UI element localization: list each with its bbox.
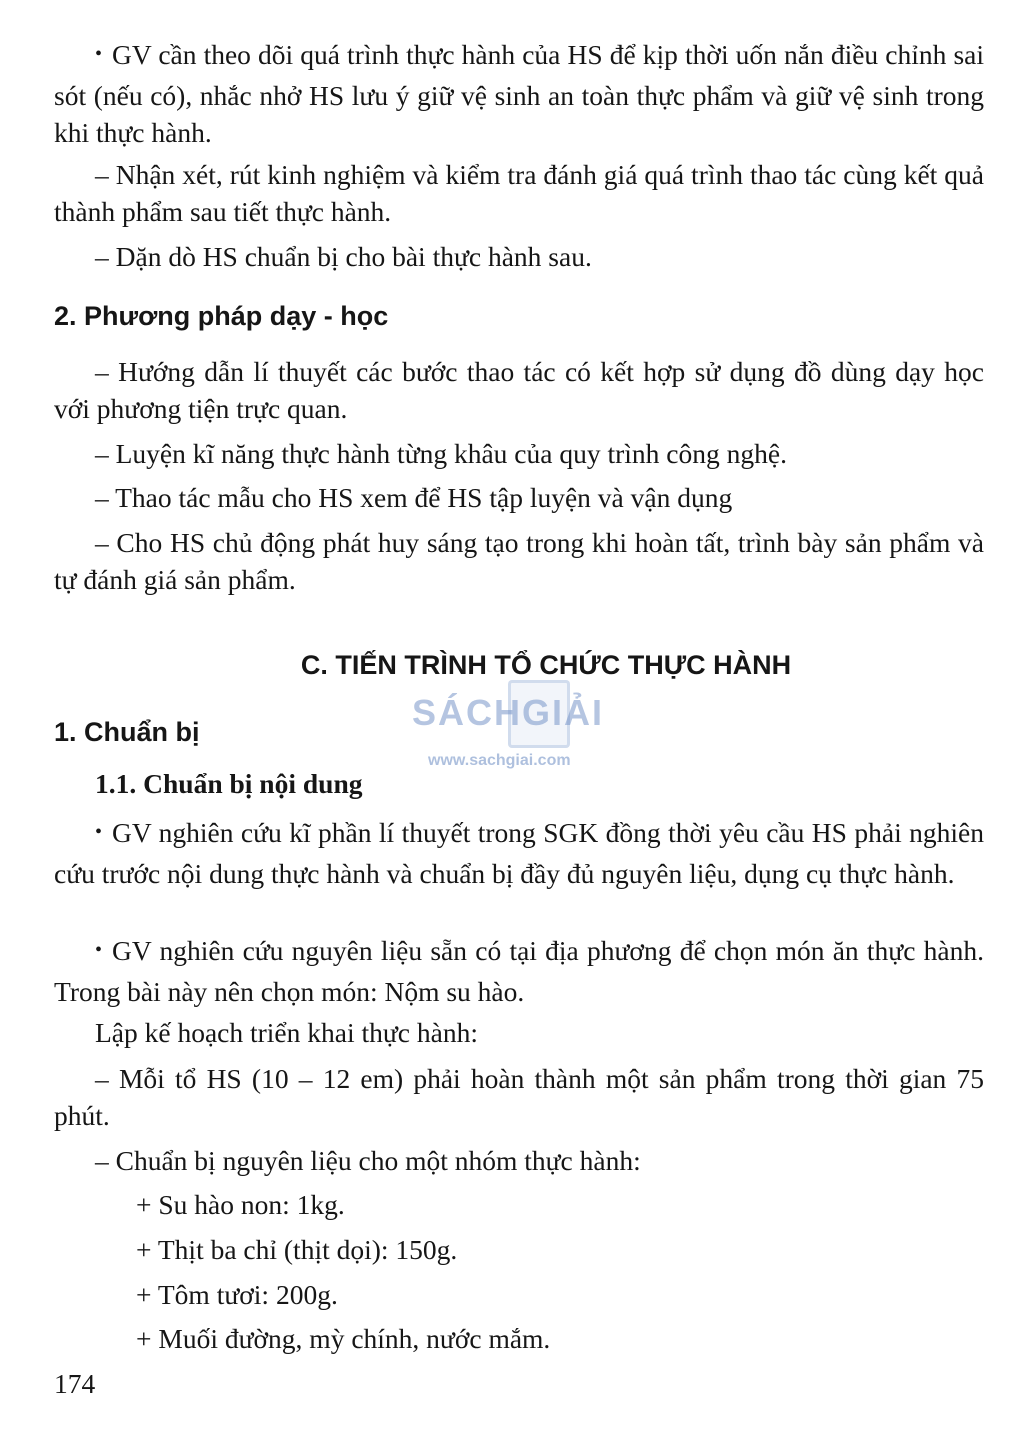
section-c-heading: C. TIẾN TRÌNH TỔ CHỨC THỰC HÀNH bbox=[300, 650, 792, 680]
page-number: 174 bbox=[54, 1368, 96, 1399]
plan-intro: Lập kế hoạch triển khai thực hành: bbox=[95, 1017, 478, 1048]
prep-bullet-2 bbox=[54, 932, 984, 1010]
ingredient-item: + Su hào non: 1kg. bbox=[136, 1189, 345, 1220]
item-review: – Nhận xét, rút kinh nghiệm và kiểm tra đánh giá quá trình thao tác cùng kết quả thành phẩm sau tiết thực hành. bbox=[54, 159, 984, 227]
ingredient-item: + Tôm tươi: 200g. bbox=[136, 1279, 338, 1310]
watermark-logo bbox=[408, 676, 618, 776]
method-item-1: – Hướng dẫn lí thuyết các bước thao tác có kết hợp sử dụng đồ dùng dạy học với phương tiện trực quan. bbox=[54, 356, 984, 424]
plan-item-1: – Mỗi tổ HS (10 – 12 em) phải hoàn thành một sản phẩm trong thời gian 75 phút. bbox=[54, 1063, 984, 1131]
watermark-box bbox=[508, 680, 570, 748]
plan-item-2: – Chuẩn bị nguyên liệu cho một nhóm thực hành: bbox=[95, 1145, 641, 1176]
bullet-teacher-monitoring bbox=[54, 36, 984, 151]
ingredient-item: + Muối đường, mỳ chính, nước mắm. bbox=[136, 1323, 551, 1354]
prep-bullet-1 bbox=[54, 814, 984, 892]
method-item-2: – Luyện kĩ năng thực hành từng khâu của quy trình công nghệ. bbox=[95, 438, 787, 469]
item-prepare-next: – Dặn dò HS chuẩn bị cho bài thực hành sau. bbox=[95, 241, 592, 272]
prep-bullet-text: GV nghiên cứu nguyên liệu sẵn có tại địa phương để chọn món ăn thực hành. Trong bài này nên chọn món: Nộm su hào. bbox=[54, 935, 984, 1007]
prep-heading: 1. Chuẩn bị bbox=[54, 717, 200, 747]
prep-bullet-text: GV nghiên cứu kĩ phần lí thuyết trong SGK đồng thời yêu cầu HS phải nghiên cứu trước nội dung thực hành và chuẩn bị đầy đủ nguyên liệu, dụng cụ thực hành. bbox=[54, 817, 984, 889]
methods-heading: 2. Phương pháp dạy - học bbox=[54, 301, 389, 331]
watermark-url: www.sachgiai.com bbox=[428, 752, 571, 769]
method-item-4: – Cho HS chủ động phát huy sáng tạo trong khi hoàn tất, trình bày sản phẩm và tự đánh giá sản phẩm. bbox=[54, 527, 984, 595]
watermark-brand: SÁCHGIẢI bbox=[412, 692, 605, 733]
method-item-3: – Thao tác mẫu cho HS xem để HS tập luyện và vận dụng bbox=[95, 482, 733, 513]
content-prep-heading: 1.1. Chuẩn bị nội dung bbox=[95, 768, 363, 799]
ingredient-item: + Thịt ba chỉ (thịt dọi): 150g. bbox=[136, 1234, 458, 1265]
bullet-text: GV cần theo dõi quá trình thực hành của HS để kịp thời uốn nắn điều chỉnh sai sót (nếu có), nhắc nhở HS lưu ý giữ vệ sinh an toàn thực phẩm và giữ vệ sinh trong khi thực hành. bbox=[54, 39, 984, 148]
